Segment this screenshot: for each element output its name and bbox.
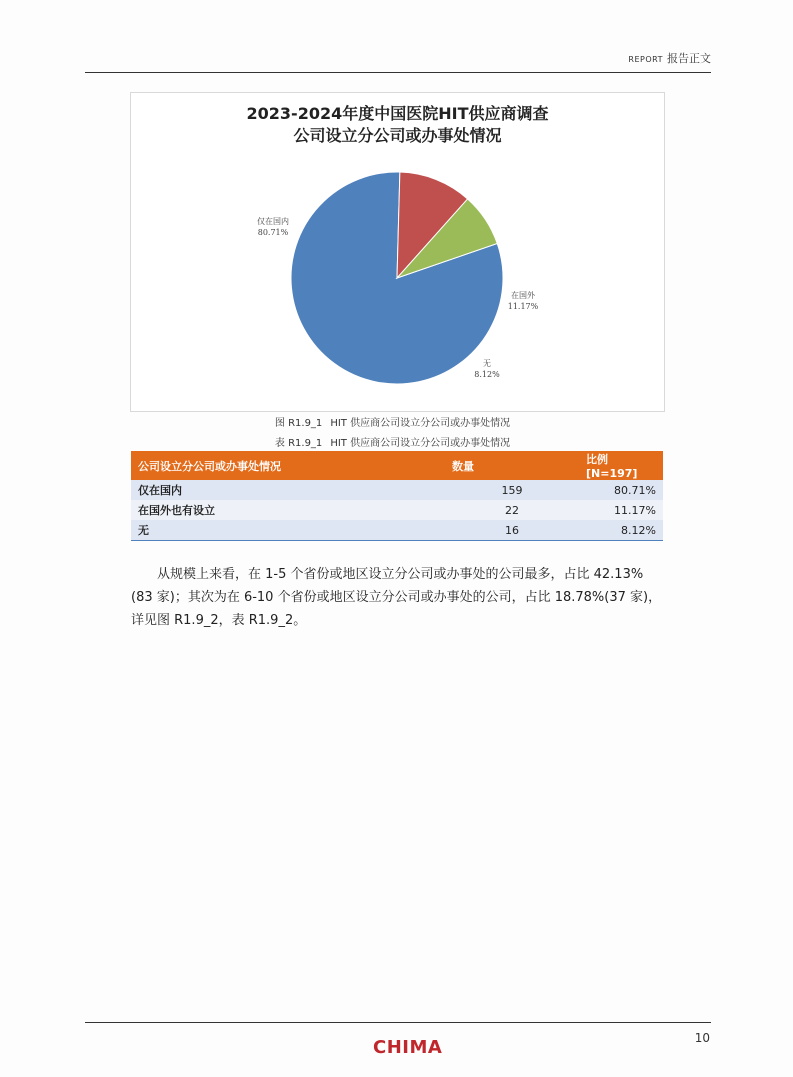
table-caption-id: 表 R1.9_1: [274, 438, 323, 449]
slice-name-label: 仅在国内: [257, 217, 289, 226]
body-paragraph: 从规模上来看，在 1-5 个省份或地区设立分公司或办事处的公司最多，占比 42.13%(83 家)；其次为在 6-10 个省份或地区设立分公司或办事处的公司，占比 18.78%(37 家)，详见图 R1.9_2，表 R1.9_2。: [131, 567, 662, 628]
header-report-label: REPORT: [628, 55, 663, 64]
row-count: 159: [445, 480, 579, 500]
table-row: [131, 500, 663, 520]
header-category: 公司设立分公司或办事处情况: [131, 451, 445, 480]
row-count: 16: [445, 520, 579, 541]
slice-name-label: 无: [483, 359, 491, 368]
pie-chart: [130, 92, 665, 412]
header-count: 数量: [445, 451, 579, 480]
row-ratio: 8.12%: [579, 520, 663, 541]
header-section-label: 报告正文: [667, 52, 711, 65]
data-table: [131, 451, 663, 541]
row-category: 无: [131, 520, 445, 541]
pie-svg: [131, 93, 664, 411]
table-caption: [0, 434, 793, 449]
row-category: 在国外也有设立: [131, 500, 445, 520]
table-header-row: [131, 451, 663, 480]
page-header: [85, 50, 711, 73]
table-row: [131, 520, 663, 541]
chart-title-line1: 2023-2024年度中国医院HIT供应商调查: [246, 104, 549, 123]
slice-value-label: 8.12%: [474, 370, 500, 379]
table-caption-text: HIT 供应商公司设立分公司或办事处情况: [330, 438, 511, 449]
slice-value-label: 11.17%: [507, 302, 539, 311]
page-number: 10: [694, 1031, 710, 1045]
figure-caption-text: HIT 供应商公司设立分公司或办事处情况: [330, 418, 511, 429]
row-category: 仅在国内: [131, 480, 445, 500]
figure-caption: [0, 414, 793, 429]
chima-logo: CHIMA: [373, 1037, 443, 1058]
footer-divider: [85, 1022, 711, 1023]
row-ratio: 11.17%: [579, 500, 663, 520]
table-row: [131, 480, 663, 500]
header-ratio: 比例[N=197]: [579, 451, 663, 480]
slice-name-label: 在国外: [511, 291, 535, 300]
chart-title-line2: 公司设立分公司或办事处情况: [293, 126, 502, 145]
row-count: 22: [445, 500, 579, 520]
slice-value-label: 80.71%: [257, 228, 289, 237]
figure-caption-id: 图 R1.9_1: [274, 418, 323, 429]
row-ratio: 80.71%: [579, 480, 663, 500]
